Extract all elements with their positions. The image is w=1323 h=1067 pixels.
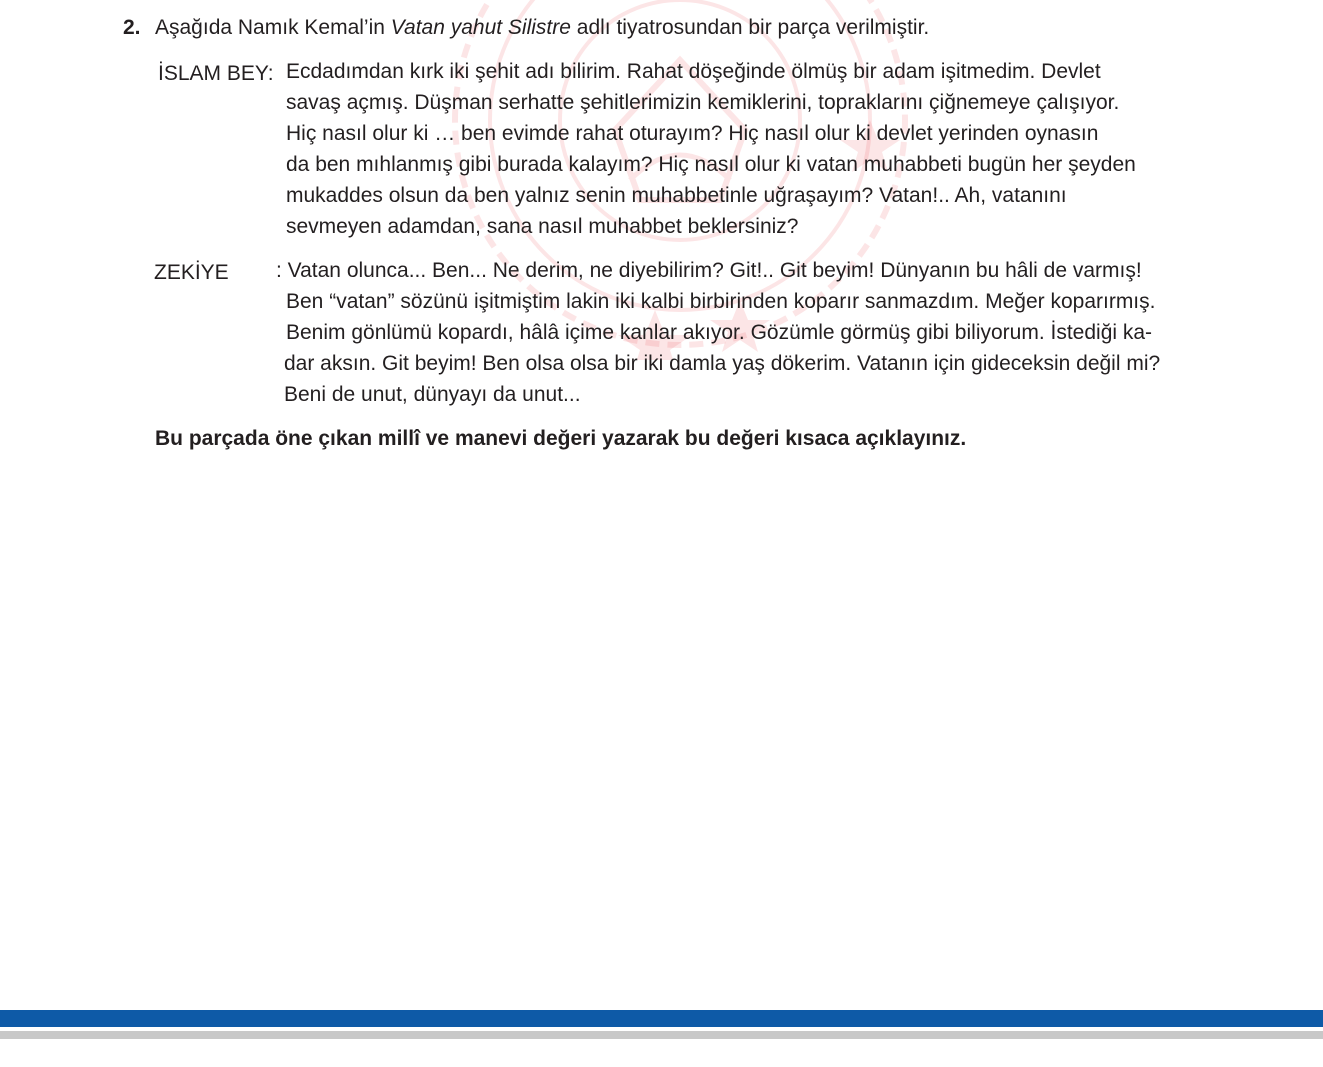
play-title: Vatan yahut Silistre bbox=[390, 16, 571, 39]
speech-line: sevmeyen adamdan, sana nasıl muhabbet beklersiniz? bbox=[286, 215, 799, 238]
intro-text-before: Aşağıda Namık Kemal’in bbox=[155, 16, 391, 39]
speech-islam-bey bbox=[286, 56, 1136, 242]
speech-line: Hiç nasıl olur ki … ben evimde rahat oturayım? Hiç nasıl olur ki devlet yerinden oynasın bbox=[286, 122, 1099, 145]
footer-blue-bar bbox=[0, 1010, 1323, 1027]
question-prompt: Bu parçada öne çıkan millî ve manevi değeri yazarak bu değeri kısaca açıklayınız. bbox=[155, 427, 967, 450]
speech-line: Beni de unut, dünyayı da unut... bbox=[284, 383, 581, 406]
speech-line: da ben mıhlanmış gibi burada kalayım? Hiç nasıl olur ki vatan muhabbeti bugün her şeyden bbox=[286, 153, 1136, 176]
question-intro bbox=[155, 16, 929, 40]
speech-line: Benim gönlümü kopardı, hâlâ içime kanlar akıyor. Gözümle görmüş gibi biliyorum. İstediği ka- bbox=[286, 321, 1153, 344]
speech-line: mukaddes olsun da ben yalnız senin muhabbetinle uğraşayım? Vatan!.. Ah, vatanını bbox=[286, 184, 1067, 207]
speaker-islam-bey: İSLAM BEY: bbox=[158, 62, 274, 85]
speech-line: savaş açmış. Düşman serhatte şehitlerimizin kemiklerini, topraklarını çiğnemeye çalışıyor. bbox=[286, 91, 1120, 114]
speech-line: Ben “vatan” sözünü işitmiştim lakin iki kalbi birbirinden koparır sanmazdım. Meğer koparırmış. bbox=[286, 290, 1156, 313]
question-number: 2. bbox=[123, 16, 141, 39]
speech-line: dar aksın. Git beyim! Ben olsa olsa bir iki damla yaş dökerim. Vatanın için gideceksin değil mi? bbox=[284, 352, 1161, 375]
speech-line: : Vatan olunca... Ben... Ne derim, ne diyebilirim? Git!.. Git beyim! Dünyanın bu hâli de varmış! bbox=[276, 259, 1142, 282]
footer-gray-bar bbox=[0, 1031, 1323, 1039]
speech-line: Ecdadımdan kırk iki şehit adı bilirim. Rahat döşeğinde ölmüş bir adam işitmedim. Devlet bbox=[286, 60, 1101, 83]
speech-zekiye bbox=[276, 255, 1160, 410]
intro-text-after: adlı tiyatrosundan bir parça verilmiştir. bbox=[570, 16, 930, 39]
speaker-zekiye: ZEKİYE bbox=[154, 261, 229, 284]
